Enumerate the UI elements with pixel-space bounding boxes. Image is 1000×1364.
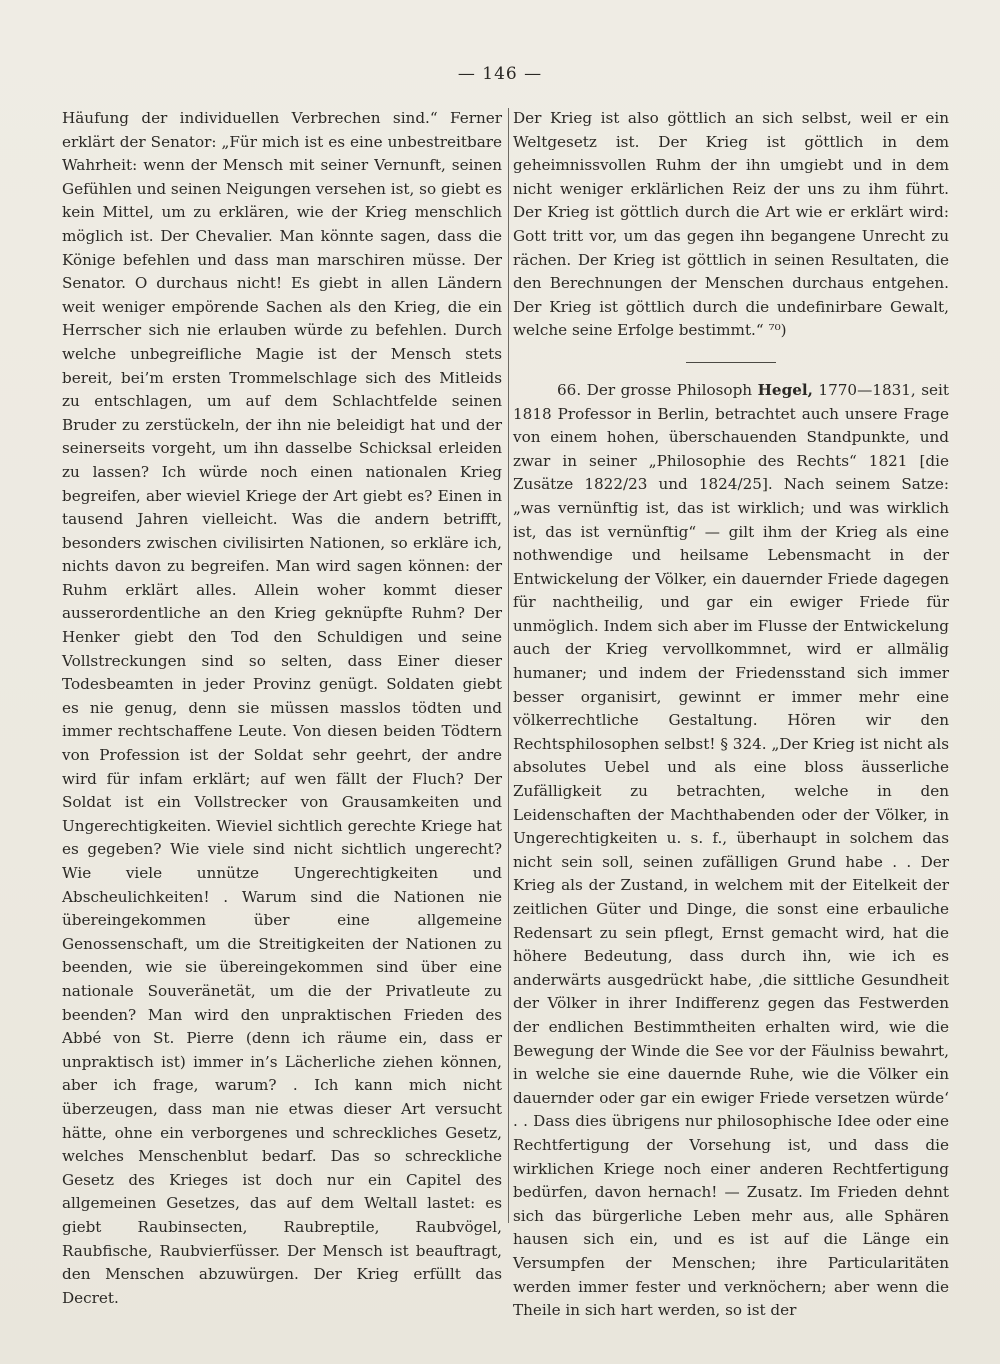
right-column bbox=[513, 107, 949, 1320]
left-column-text: Häufung der individuellen Verbrechen sind.“ Ferner erklärt der Senator: „Für mich ist es eine unbestreitbare Wahrheit: wenn der Mensch mit seiner Vernunft, seinen Gefühlen und seinen Neigungen versehen ist, so giebt es kein Mittel, um zu erklären, wie der Krieg menschlich möglich ist. Der Chevalier. Man könnte sagen, dass die Könige befehlen und dass man marschiren müsse. Der Senator. O durchaus nicht! Es giebt in allen Ländern weit weniger empörende Sachen als den Krieg, die ein Herrscher sich nie erlauben würde zu befehlen. Durch welche unbegreifliche Magie ist der Mensch stets bereit, bei’m ersten Trommelschlage sich des Mitleids zu entschlagen, um auf dem Schlachtfelde seinen Bruder zu zerstückeln, der ihn nie beleidigt hat und der seinerseits vorgeht, um ihn dasselbe Schicksal erleiden zu lassen? Ich würde noch einen nationalen Krieg begreifen, aber wieviel Kriege der Art giebt es? Einen in tausend Jahren vielleicht. Was die andern betrifft, besonders zwischen civilisirten Nationen, so erkläre ich, nichts davon zu begreifen. Man wird sagen können: der Ruhm erklärt alles. Allein woher kommt dieser ausserordentliche an den Krieg geknüpfte Ruhm? Der Henker giebt den Tod den Schuldigen und seine Vollstreckungen sind so selten, dass Einer dieser Todesbeamten in jeder Provinz genügt. Soldaten giebt es nie genug, denn sie müssen masslos tödten und immer rechtschaffene Leute. Von diesen beiden Tödtern von Profession ist der Soldat sehr geehrt, der andre wird für infam erklärt; auf wen fällt der Fluch? Der Soldat ist ein Vollstrecker von Grausamkeiten und Ungerechtigkeiten. Wieviel sichtlich gerechte Kriege hat es gegeben? Wie viele sind nicht sichtlich ungerecht? Wie viele unnütze Ungerechtigkeiten und Abscheulichkeiten! . Warum sind die Nationen nie übereingekommen über eine allgemeine Genossenschaft, um die Streitigkeiten der Nationen zu beenden, wie sie übereingekommen sind über eine nationale Souveränetät, um die der Privatleute zu beenden? Man wird den unpraktischen Frieden des Abbé von St. Pierre (denn ich räume ein, dass er unpraktisch ist) immer in’s Lächerliche ziehen können, aber ich frage, warum? . Ich kann mich nicht überzeugen, dass man nie etwas dieser Art versucht hätte, ohne ein verborgenes und schreckliches Gesetz, welches Menschenblut bedarf. Das so schreckliche Gesetz des Krieges ist doch nur ein Capitel des allgemeinen Gesetzes, das auf dem Weltall lastet: es giebt Raubinsecten, Raubreptile, Raubvögel, Raubfische, Raubvierfüsser. Der Mensch ist beauftragt, den Menschen abzuwürgen. Der Krieg erfüllt das Decret. bbox=[62, 109, 502, 1307]
section-separator bbox=[686, 362, 776, 363]
right-column-top-text: Der Krieg ist also göttlich an sich selbst, weil er ein Weltgesetz ist. Der Krieg ist göttlich in dem geheimnissvollen Ruhm der ihn umgiebt und in dem nicht weniger erklärlichen Reiz der uns zu ihm führt. Der Krieg ist göttlich durch die Art wie er erklärt wird: Gott tritt vor, um das gegen ihn begangene Unrecht zu rächen. Der Krieg ist göttlich in seinen Resultaten, die den Berechnungen der Menschen durchaus entgehen. Der Krieg ist göttlich durch die undefinirbare Gewalt, welche seine Erfolge bestimmt.“ ⁷⁰) bbox=[513, 109, 949, 340]
section-66-prefix: 66. Der grosse Philosoph bbox=[557, 380, 758, 399]
left-column bbox=[62, 107, 502, 1307]
hegel-name: Hegel, bbox=[757, 380, 813, 399]
section-66-text: 1770—1831, seit 1818 Professor in Berlin, betrachtet auch unsere Frage von einem hohen, überschauenden Standpunkte, und zwar in seiner „Philosophie des Rechts“ 1821 [die Zusätze 1822/23 und 1824/25]. Nach seinem Satze: „was vernünftig ist, das ist wirklich; und was wirklich ist, das ist vernünftig“ — gilt ihm der Krieg als eine nothwendige und heilsame Lebensmacht in der Entwickelung der Völker, ein dauernder Friede dagegen für nachtheilig, und gar ein ewiger Friede für unmöglich. Indem sich aber im Flusse der Entwickelung auch der Krieg vervollkommnet, wird er allmälig humaner; und indem der Friedensstand sich immer besser organisirt, gewinnt er immer mehr eine völkerrechtliche Gestaltung. Hören wir den Rechtsphilosophen selbst! § 324. „Der Krieg ist nicht als absolutes Uebel und als eine bloss äusserliche Zufälligkeit zu betrachten, welche in den Leidenschaften der Machthabenden oder der Völker, in Ungerechtigkeiten u. s. f., überhaupt in solchem das nicht sein soll, seinen zufälligen Grund habe . . Der Krieg als der Zustand, in welchem mit der Eitelkeit der zeitlichen Güter und Dinge, die sonst eine erbauliche Redensart zu sein pflegt, Ernst gemacht wird, hat die höhere Bedeutung, dass durch ihn, wie ich es anderwärts ausgedrückt habe, ‚die sittliche Gesundheit der Völker in ihrer Indifferenz gegen das Festwerden der endlichen Bestimmtheiten erhalten wird, wie die Bewegung der Winde die See vor der Fäulniss bewahrt, in welche sie eine dauernde Ruhe, wie die Völker ein dauernder oder gar ein ewiger Friede versetzen würde‘ . . Dass dies übrigens nur philosophische Idee oder eine Rechtfertigung der Vorsehung ist, und dass die wirklichen Kriege noch einer anderen Rechtfertigung bedürfen, davon hernach! — Zusatz. Im Frieden dehnt sich das bürgerliche Leben mehr aus, alle Sphären hausen sich ein, und es ist auf die Länge ein Versumpfen der Menschen; ihre Particularitäten werden immer fester und verknöchern; aber wenn die Theile in sich hart werden, so ist der bbox=[513, 380, 949, 1320]
column-divider bbox=[508, 108, 509, 1223]
page-number: — 146 — bbox=[457, 64, 543, 84]
section-66-paragraph bbox=[513, 379, 949, 1323]
